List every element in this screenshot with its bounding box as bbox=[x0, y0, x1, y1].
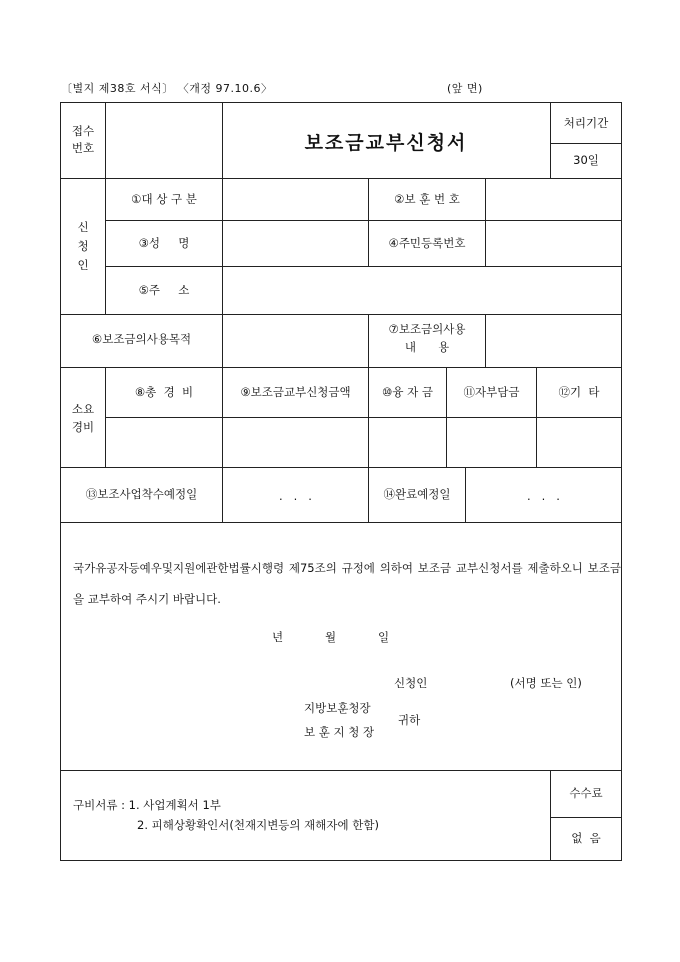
grant-amount-label: ⑨보조금교부신청금액 bbox=[240, 385, 351, 399]
fee-label: 수수료 bbox=[569, 786, 603, 800]
start-date-label: ⑬보조사업착수예정일 bbox=[85, 487, 198, 501]
completion-date-label: ⑭완료예정일 bbox=[383, 487, 451, 501]
applicant-signature-label: 신청인 bbox=[394, 676, 428, 690]
resident-number-input[interactable] bbox=[485, 220, 622, 267]
receipt-number-label: 접수 번호 bbox=[71, 124, 95, 155]
usage-content-input[interactable] bbox=[485, 314, 622, 368]
fee-value: 없 음 bbox=[571, 831, 601, 845]
address-input[interactable] bbox=[222, 266, 622, 315]
other-label: ⑫기 타 bbox=[558, 385, 600, 399]
other-input[interactable] bbox=[536, 417, 622, 468]
required-docs-cell bbox=[60, 770, 551, 861]
cost-label: 소요 경비 bbox=[71, 402, 95, 434]
veteran-number-label: ②보 훈 번 호 bbox=[394, 192, 460, 206]
required-docs-line2: 2. 피해상황확인서(천재지변등의 재해자에 한함) bbox=[137, 818, 379, 832]
self-funding-label: ⑪자부담금 bbox=[463, 385, 520, 399]
page-side-label: (앞 면) bbox=[447, 82, 483, 95]
form-number-label: 〔별지 제38호 서식〕 〈개정 97.10.6〉 bbox=[61, 82, 273, 95]
category-input[interactable] bbox=[222, 178, 369, 221]
date-month-label: 월 bbox=[325, 630, 337, 644]
receipt-number-input[interactable] bbox=[105, 102, 223, 179]
processing-period-label: 처리기간 bbox=[563, 116, 609, 130]
loan-label: ⑩융 자 금 bbox=[382, 385, 433, 399]
signature-instruction: (서명 또는 인) bbox=[510, 676, 582, 690]
required-docs-line1: 구비서류 : 1. 사업계획서 1부 bbox=[73, 798, 221, 812]
resident-number-label: ④주민등록번호 bbox=[388, 236, 466, 250]
self-funding-input[interactable] bbox=[446, 417, 537, 468]
honorific-label: 귀하 bbox=[398, 713, 421, 727]
recipient-branch-office: 보 훈 지 청 장 bbox=[304, 725, 375, 739]
total-cost-input[interactable] bbox=[105, 417, 223, 468]
purpose-label: ⑥보조금의사용목적 bbox=[91, 332, 192, 346]
recipient-regional-office: 지방보훈청장 bbox=[304, 701, 371, 715]
completion-date-value: . . . bbox=[527, 489, 560, 503]
processing-period-value: 30일 bbox=[573, 153, 599, 167]
purpose-input[interactable] bbox=[222, 314, 369, 368]
name-input[interactable] bbox=[222, 220, 369, 267]
start-date-value: . . . bbox=[279, 489, 312, 503]
veteran-number-input[interactable] bbox=[485, 178, 622, 221]
loan-input[interactable] bbox=[368, 417, 447, 468]
total-cost-label: ⑧총 경 비 bbox=[134, 385, 194, 399]
grant-amount-input[interactable] bbox=[222, 417, 369, 468]
category-label: ①대 상 구 분 bbox=[131, 192, 197, 206]
form-title: 보조금교부신청서 bbox=[304, 132, 468, 154]
usage-content-label-line1: ⑦보조금의사용 bbox=[388, 322, 466, 336]
usage-content-label-line2: 내 용 bbox=[404, 340, 450, 354]
statement-body: 국가유공자등예우및지원에관한법률시행령 제75조의 규정에 의하여 보조금 교부신청서를 제출하오니 보조금을 교부하여 주시기 바랍니다. bbox=[73, 561, 621, 606]
date-year-label: 년 bbox=[272, 630, 284, 644]
address-label: ⑤주 소 bbox=[138, 283, 190, 297]
name-label: ③성 명 bbox=[138, 236, 190, 250]
applicant-label: 신 청 인 bbox=[77, 220, 89, 272]
date-day-label: 일 bbox=[378, 630, 390, 644]
